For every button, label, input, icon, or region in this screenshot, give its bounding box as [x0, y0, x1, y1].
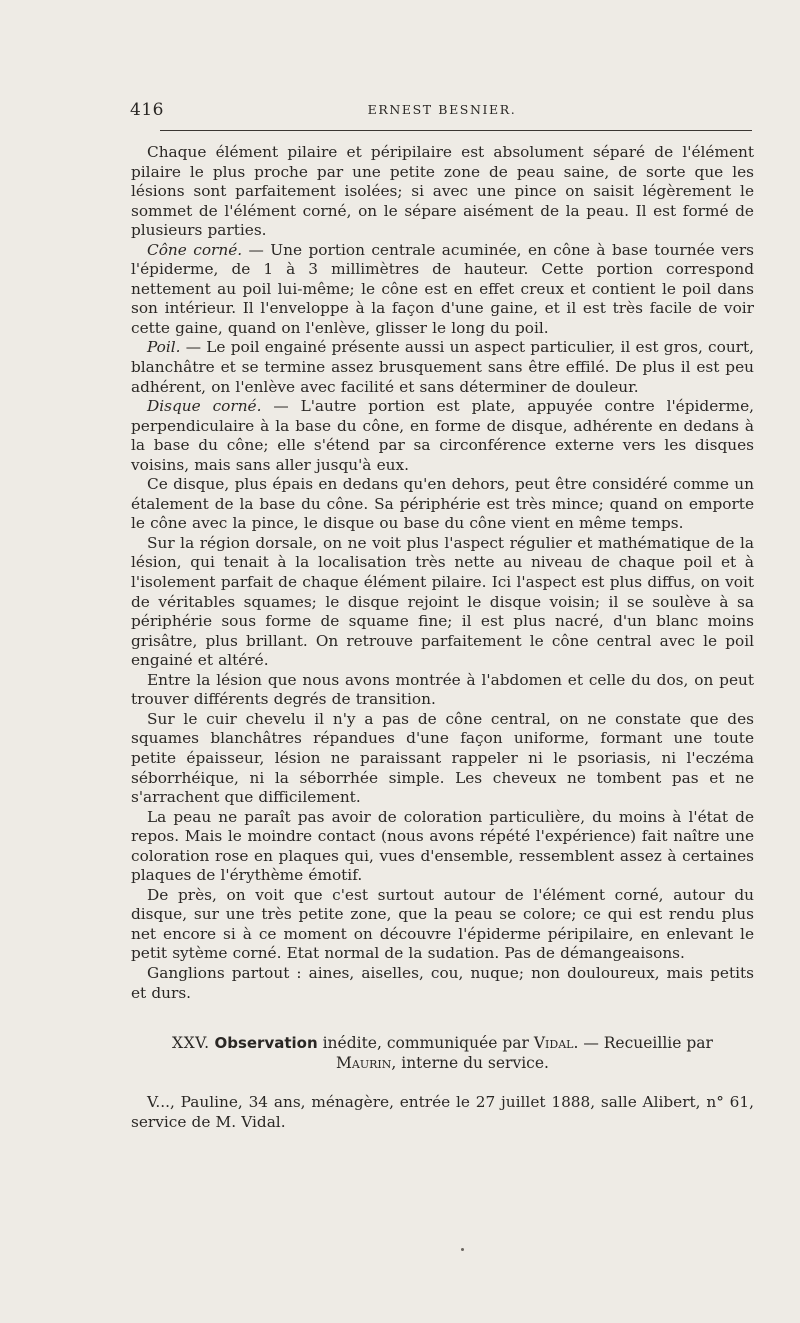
paragraph-text: Sur le cuir chevelu il n'y a pas de cône central, on ne constate que des squames blanchâtres répandues d'une façon uniforme, formant une toute petite épaisseur, lésion ne paraissant rappeler ni le psoriasis, ni l'eczéma séborrhéique, ni la séborrhée simple. Les cheveux ne tombent pas et ne s'arrachent que difficilement. [131, 709, 754, 807]
observation-text: , interne du service. [391, 1054, 549, 1073]
observation-author-maurin: Maurin [336, 1054, 392, 1073]
observation-heading-line-2 [131, 1053, 754, 1073]
observation-text: inédite, communiquée par [317, 1034, 534, 1053]
observation-number: XXV. [172, 1034, 210, 1053]
running-head-author: ERNEST BESNIER. [367, 102, 517, 117]
running-head [130, 100, 754, 124]
paragraph [131, 338, 754, 397]
paragraph-text: Sur la région dorsale, on ne voit plus l'aspect régulier et mathématique de la lésion, qui tenait à la localisation très nette au niveau de chaque poil et à l'isolement parfait de chaque élément pilaire. Ici l'aspect est plus diffus, on voit de véritables squames; le disque rejoint le disque voisin; il se soulève à sa périphérie sous forme de squame fine; il est plus nacré, d'un blanc moins grisâtre, plus brillant. On retrouve parfaitement le cône central avec le poil engainé et altéré. [131, 533, 754, 670]
paragraph-text: Ganglions partout : aines, aiselles, cou, nuque; non douloureux, mais petits et durs. [131, 963, 754, 1002]
case-paragraph: V..., Pauline, 34 ans, ménagère, entrée le 27 juillet 1888, salle Alibert, n° 61, service de M. Vidal. [131, 1093, 754, 1131]
paragraph-text: La peau ne paraît pas avoir de coloration particulière, du moins à l'état de repos. Mais le moindre contact (nous avons répété l'expérience) fait naître une coloration rose en plaques qui, vues d'ensemble, ressemblent assez à certaines plaques de l'érythème émotif. [131, 807, 754, 885]
paragraph [131, 964, 754, 1003]
paragraph [131, 397, 754, 475]
paragraph-lead: Poil. [147, 338, 181, 357]
paragraph [131, 143, 754, 241]
paragraph [131, 534, 754, 671]
observation-title: Observation [214, 1034, 318, 1053]
paragraph [131, 886, 754, 964]
paragraph-text: Entre la lésion que nous avons montrée à l'abdomen et celle du dos, on peut trouver différents degrés de transition. [131, 670, 754, 709]
paragraph-lead: Cône corné. [147, 240, 243, 259]
paragraph-text: — Le poil engainé présente aussi un aspect particulier, il est gros, court, blanchâtre et se termine assez brusquement sans être effilé. De plus il est peu adhérent, on l'enlève avec facilité et sans déterminer de douleur. [131, 338, 754, 396]
observation-heading [131, 1033, 754, 1073]
paragraph-text: Ce disque, plus épais en dedans qu'en dehors, peut être considéré comme un étalement de la base du cône. Sa périphérie est très mince; quand on emporte le cône avec la pince, le disque ou base du cône vient en même temps. [131, 475, 754, 533]
observation-heading-line-1 [131, 1033, 754, 1053]
paragraph-text: — L'autre portion est plate, appuyée contre l'épiderme, perpendiculaire à la base du cône, en forme de disque, adhérente en dedans à la base du cône; elle s'étend par sa circonférence externe vers les disques voisins, mais sans aller jusqu'à eux. [131, 397, 754, 474]
body-text [131, 143, 754, 1132]
paragraph [131, 475, 754, 534]
paragraph [131, 241, 754, 339]
observation-author-vidal: Vidal. [533, 1034, 579, 1053]
paragraph-text: De près, on voit que c'est surtout autour de l'élément corné, autour du disque, sur une très petite zone, que la peau se colore; ce qui est rendu plus net encore si à ce moment on découvre l'épiderme péripilaire, en enlevant le petit sytème corné. Etat normal de la sudation. Pas de démangeaisons. [131, 885, 754, 963]
paragraph-lead: Disque corné. [147, 397, 262, 416]
page-number: 416 [130, 100, 164, 120]
paragraph-text: — Une portion centrale acuminée, en cône à base tournée vers l'épiderme, de 1 à 3 millimètres de hauteur. Cette portion correspond nettement au poil lui-même; le cône est en effet creux et contient le poil dans son intérieur. Il l'enveloppe à la façon d'une gaine, et il est très facile de voir cette gaine, quand on l'enlève, glisser le long du poil. [131, 240, 754, 337]
paragraph [131, 671, 754, 710]
page-speck [461, 1248, 464, 1251]
paragraph [131, 710, 754, 808]
observation-text: — Recueillie par [578, 1034, 713, 1053]
paragraph-text: Chaque élément pilaire et péripilaire est absolument séparé de l'élément pilaire le plus proche par une petite zone de peau saine, de sorte que les lésions sont parfaitement isolées; si avec une pince on saisit légèrement le sommet de l'élément corné, on le sépare aisément de la peau. Il est formé de plusieurs parties. [131, 143, 754, 240]
header-rule [160, 130, 752, 131]
paragraph [131, 808, 754, 886]
